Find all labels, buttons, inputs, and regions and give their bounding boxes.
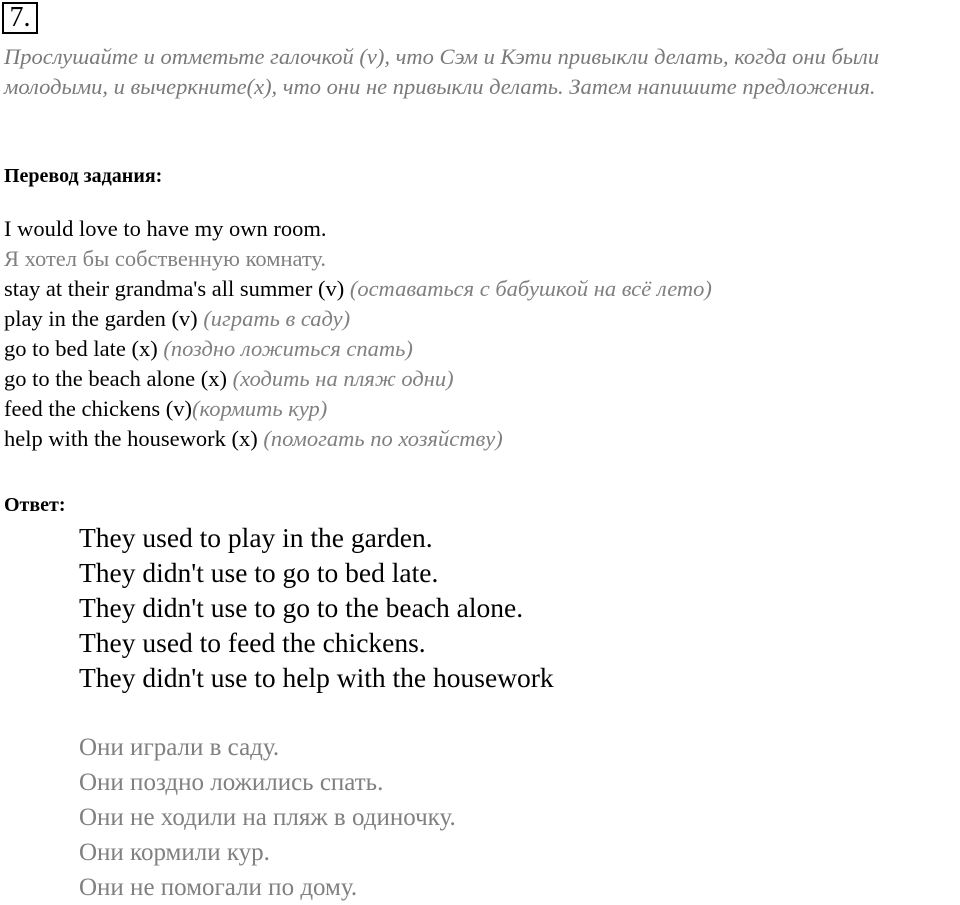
item-ru: (оставаться с бабушкой на всё лето) bbox=[349, 276, 712, 301]
answer-heading: Ответ: bbox=[4, 494, 66, 516]
item-ru: (ходить на пляж одни) bbox=[232, 366, 454, 391]
item-en: go to bed late (x) bbox=[4, 336, 158, 361]
list-item bbox=[4, 394, 712, 424]
list-item bbox=[4, 274, 712, 304]
item-en: help with the housework (x) bbox=[4, 426, 258, 451]
task-instruction: Прослушайте и отметьте галочкой (v), что Сэм и Кэти привыкли делать, когда они были молодыми, и вычеркните(x), что они не привыкли делать. Затем напишите предложения. bbox=[4, 44, 880, 99]
example-en: I would love to have my own room. bbox=[4, 216, 327, 241]
answer-sentence: They didn't use to go to the beach alone. bbox=[79, 592, 524, 623]
item-en: play in the garden (v) bbox=[4, 306, 198, 331]
item-ru: (поздно ложиться спать) bbox=[163, 336, 413, 361]
list-item bbox=[4, 334, 712, 364]
answer-translation: Они поздно ложились спать. bbox=[79, 769, 384, 796]
list-item bbox=[4, 304, 712, 334]
item-ru: (помогать по хозяйству) bbox=[263, 426, 503, 451]
answer-sentence: They didn't use to go to bed late. bbox=[79, 557, 439, 588]
list-item bbox=[4, 424, 712, 454]
task-number-box: 7. bbox=[2, 2, 38, 34]
vocabulary-list bbox=[4, 214, 712, 454]
answer-translation: Они не ходили на пляж в одиночку. bbox=[79, 804, 456, 831]
item-en: feed the chickens (v) bbox=[4, 396, 193, 421]
answer-sentence: They used to play in the garden. bbox=[79, 522, 433, 553]
answer-translation: Они не помогали по дому. bbox=[79, 874, 358, 901]
item-en: go to the beach alone (x) bbox=[4, 366, 228, 391]
list-item bbox=[4, 364, 712, 394]
answers-english bbox=[79, 520, 554, 695]
answer-translation: Они кормили кур. bbox=[79, 839, 270, 866]
answer-translation: Они играли в саду. bbox=[79, 734, 280, 761]
item-ru: (играть в саду) bbox=[203, 306, 351, 331]
answer-sentence: They didn't use to help with the housework bbox=[79, 662, 554, 693]
answers-russian bbox=[79, 730, 456, 905]
translation-heading: Перевод задания: bbox=[4, 165, 163, 187]
answer-sentence: They used to feed the chickens. bbox=[79, 627, 426, 658]
item-ru: (кормить кур) bbox=[192, 396, 328, 421]
item-en: stay at their grandma's all summer (v) bbox=[4, 276, 345, 301]
example-ru: Я хотел бы собственную комнату. bbox=[4, 246, 327, 271]
